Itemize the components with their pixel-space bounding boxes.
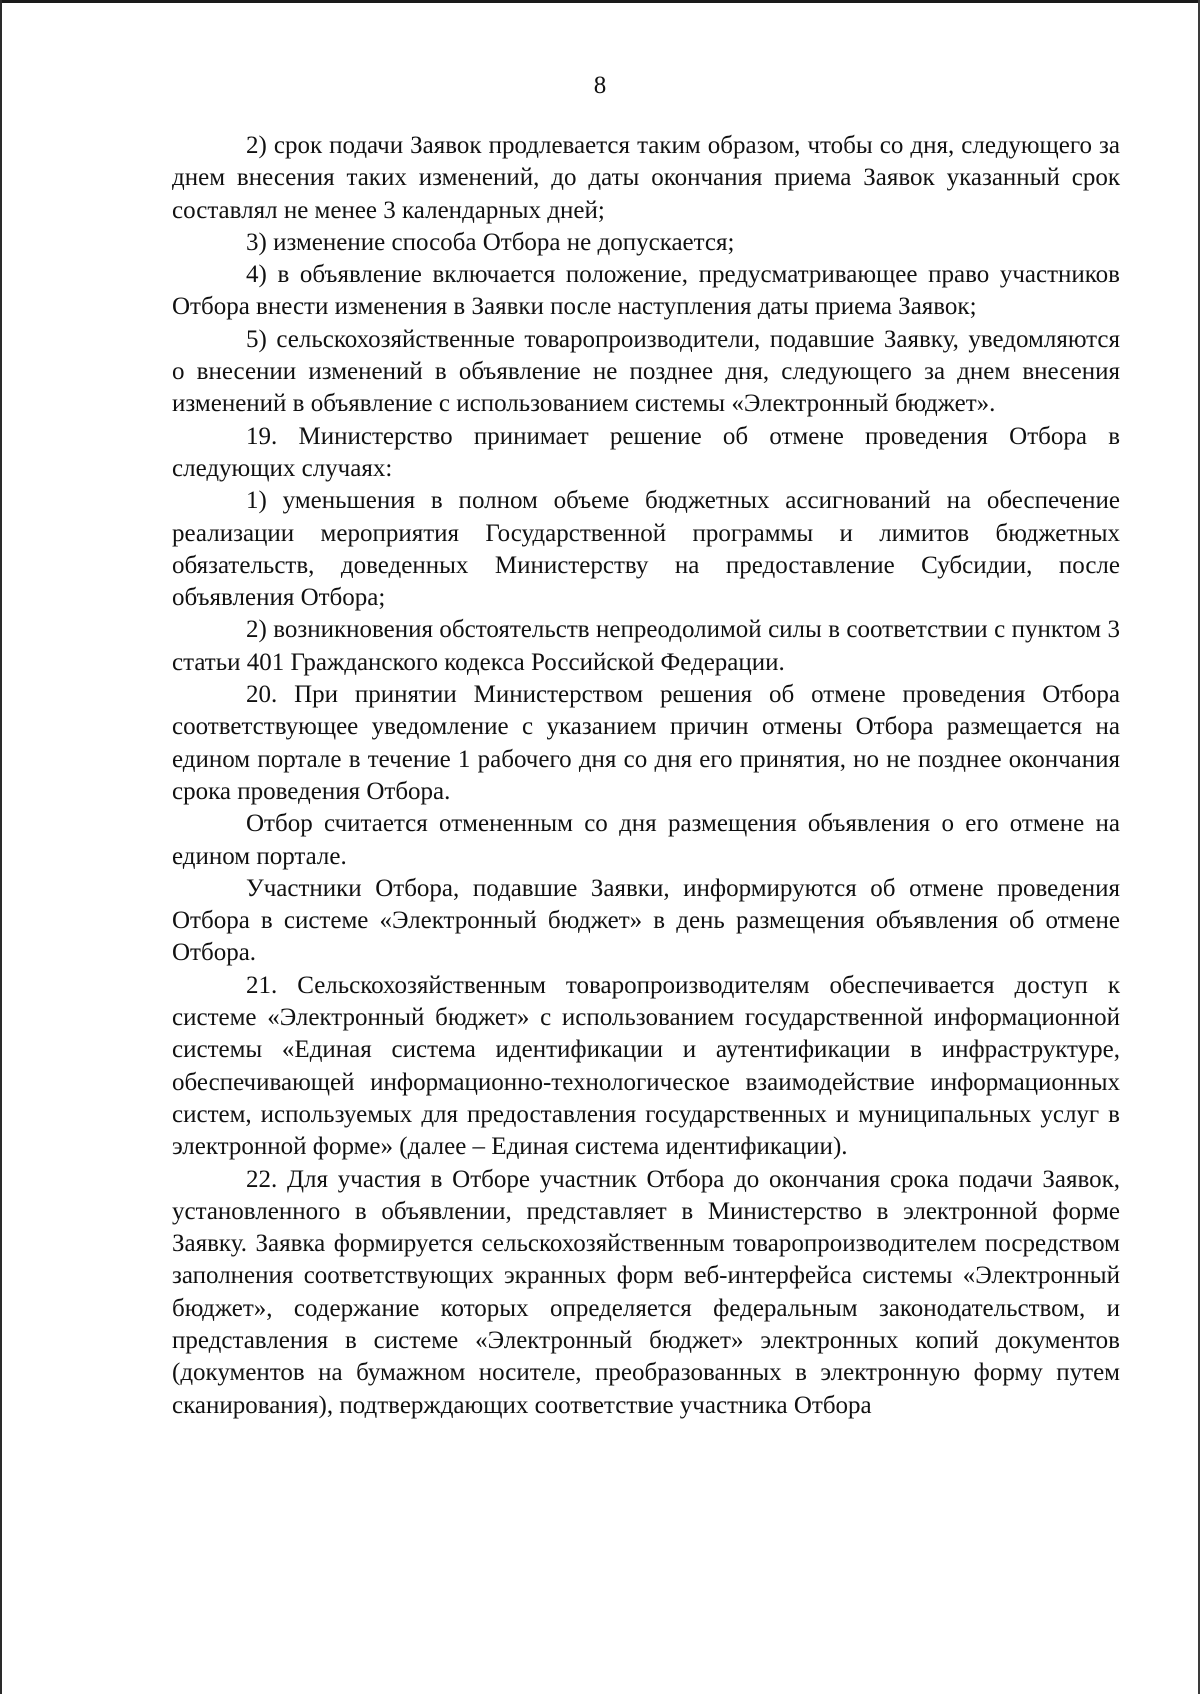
paragraph-point-21: 21. Сельскохозяйственным товаропроизводителям обеспечивается доступ к системе «Электронный бюджет» с использованием государственной информационной системы «Единая система идентификации и аутентификации в инфраструктуре, обеспечивающей информационно-технологическое взаимодействие информационных систем, используемых для предоставления государственных и муниципальных услуг в электронной форме» (далее – Единая система идентификации). [172,971,1120,1161]
page-number: 8 [593,72,607,99]
scan-top-edge [0,0,1200,3]
paragraph-item-3-method: 3) изменение способа Отбора не допускается; [246,228,735,256]
paragraph-point-19-item-1: 1) уменьшения в полном объеме бюджетных ассигнований на обеспечение реализации мероприятия Государственной программы и лимитов бюджетных обязательств, доведенных Министерству на предоставление Субсидии, после объявления Отбора; [172,487,1120,612]
paragraph-point-19: 19. Министерство принимает решение об отмене проведения Отбора в следующих случаях: [172,422,1120,482]
document-body [172,130,1120,1422]
paragraph-item-4-changes: 4) в объявление включается положение, предусматривающее право участников Отбора внести изменения в Заявки после наступления даты приема Заявок; [172,261,1120,321]
paragraph-item-2-deadline: 2) срок подачи Заявок продлевается таким образом, чтобы со дня, следующего за днем внесения таких изменений, до даты окончания приема Заявок указанный срок составлял не менее 3 календарных дней; [172,132,1120,224]
paragraph-point-20: 20. При принятии Министерством решения об отмене проведения Отбора соответствующее уведомление с указанием причин отмены Отбора размещается на едином портале в течение 1 рабочего дня со дня его принятия, но не позднее окончания срока проведения Отбора. [172,681,1120,805]
scan-left-edge [0,0,2,1694]
paragraph-cancellation-effective: Отбор считается отмененным со дня размещения объявления о его отмене на едином портале. [172,810,1120,870]
paragraph-item-5-notification: 5) сельскохозяйственные товаропроизводители, подавшие Заявку, уведомляются о внесении изменений в объявление не позднее дня, следующего за днем внесения изменений в объявление с использованием системы «Электронный бюджет». [172,325,1120,418]
paragraph-participants-informed: Участники Отбора, подавшие Заявки, информируются об отмене проведения Отбора в системе «Электронный бюджет» в день размещения объявления об отмене Отбора. [172,874,1120,967]
paragraph-point-22: 22. Для участия в Отборе участник Отбора до окончания срока подачи Заявок, установленного в объявлении, представляет в Министерство в электронной форме Заявку. Заявка формируется сельскохозяйственным товаропроизводителем посредством заполнения соответствующих экранных форм веб-интерфейса системы «Электронный бюджет», содержание которых определяется федеральным законодательством, и представления в системе «Электронный бюджет» электронных копий документов (документов на бумажном носителе, преобразованных в электронную форму путем сканирования), подтверждающих соответствие участника Отбора [172,1165,1120,1419]
paragraph-point-19-item-2: 2) возникновения обстоятельств непреодолимой силы в соответствии с пунктом 3 статьи 401 Гражданского кодекса Российской Федерации. [172,616,1120,676]
